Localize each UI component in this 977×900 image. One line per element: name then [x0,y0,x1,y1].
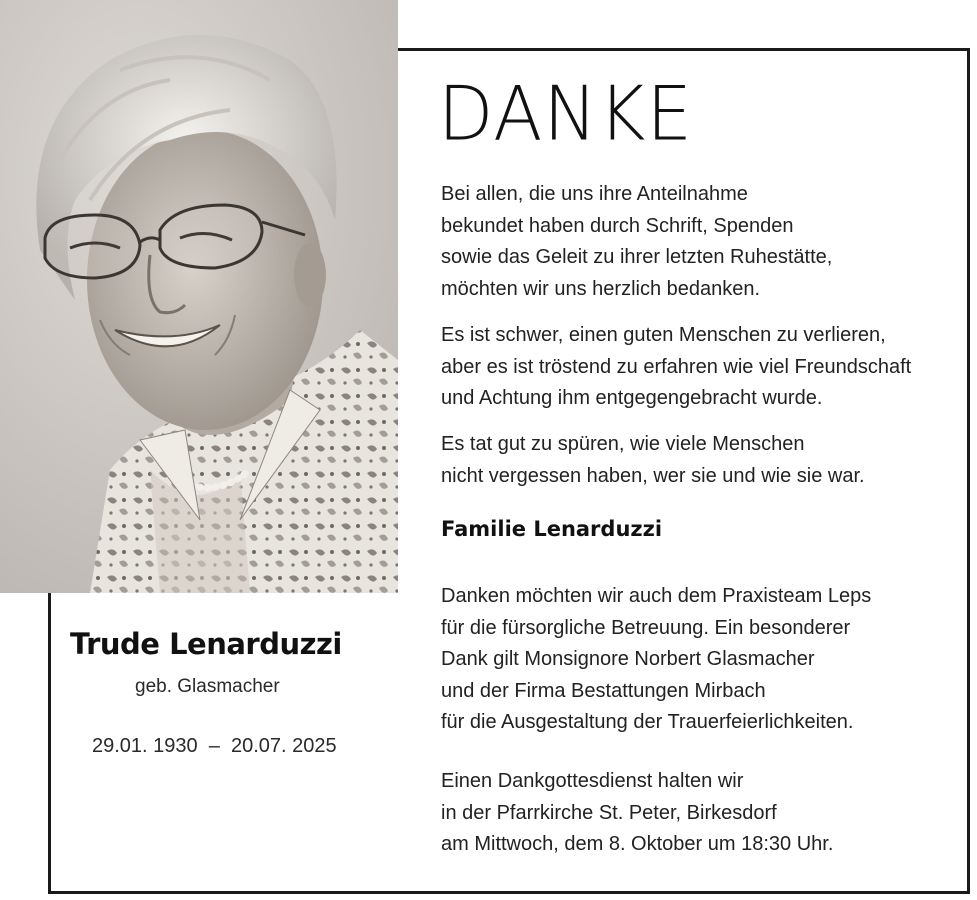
text-line: bekundet haben durch Schrift, Spenden [441,214,794,237]
text-line: Es ist schwer, einen guten Menschen zu verlieren, [441,324,886,346]
portrait-photo [0,0,398,593]
text-line: Dank gilt Monsignore Norbert Glasmacher [441,648,815,670]
text-line: Es tat gut zu spüren, wie viele Menschen [441,433,805,455]
paragraph-condolences [441,179,832,305]
paragraph-thanks [441,581,871,739]
page-title: DANKE [438,70,693,158]
text-line: für die Ausgestaltung der Trauerfeierlichkeiten. [441,711,854,733]
text-line: Danken möchten wir auch dem Praxisteam Leps [441,585,872,607]
text-line: am Mittwoch, dem 8. Oktober um 18:30 Uhr. [441,833,834,855]
text-line: Bei allen, die uns ihre Anteilnahme [441,183,748,205]
text-line: und der Firma Bestattungen Mirbach [441,679,766,702]
text-line: Einen Dankgottesdienst halten wir [441,770,744,792]
maiden-name: geb. Glasmacher [135,676,280,697]
text-line: in der Pfarrkirche St. Peter, Birkesdorf [441,801,777,824]
family-signature: Familie Lenarduzzi [441,517,663,541]
text-line: aber es ist tröstend zu erfahren wie viel Freundschaft [441,355,912,378]
life-dates: 29.01. 1930 – 20.07. 2025 [92,735,337,757]
text-line: und Achtung ihm entgegengebracht wurde. [441,387,823,409]
text-line: nicht vergessen haben, wer sie und wie sie war. [441,464,865,487]
paragraph-remembrance [441,429,865,492]
paragraph-loss [441,320,911,415]
text-line: sowie das Geleit zu ihrer letzten Ruhestätte, [441,246,833,268]
text-line: für die fürsorgliche Betreuung. Ein besonderer [441,616,851,639]
deceased-name: Trude Lenarduzzi [70,627,342,661]
paragraph-service [441,766,833,861]
text-line: möchten wir uns herzlich bedanken. [441,277,761,300]
